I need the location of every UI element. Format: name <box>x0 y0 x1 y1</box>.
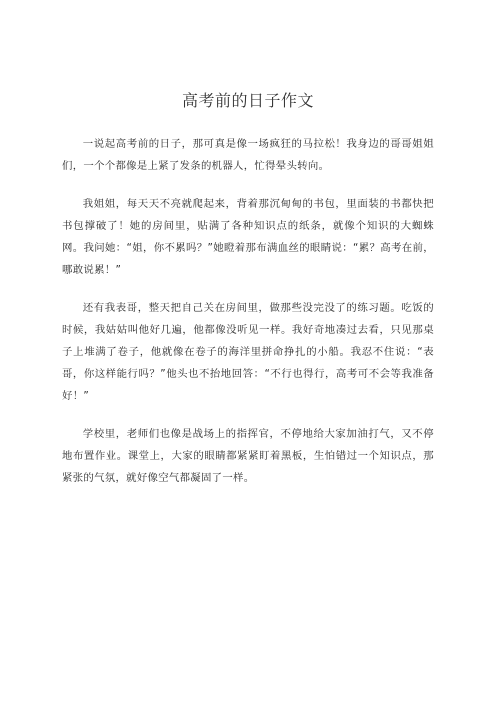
paragraph-3: 还有我表哥，整天把自己关在房间里，做那些没完没了的练习题。吃饭的时候，我姑姑叫他好几遍，他都像没听见一样。我好奇地凑过去看，只见那桌子上堆满了卷子，他就像在卷子的海洋里拼命挣扎的小船。我忍不住说：“表哥，你这样能行吗？”他头也不抬地回答：“不行也得行，高考可不会等我准备好！” <box>62 302 434 402</box>
paragraph-1: 一说起高考前的日子，那可真是像一场疯狂的马拉松！我身边的哥哥姐姐们，一个个都像是上紧了发条的机器人，忙得晕头转向。 <box>62 138 434 172</box>
document-body <box>62 133 434 505</box>
document-title: 高考前的日子作文 <box>181 91 314 110</box>
paragraph-4: 学校里，老师们也像是战场上的指挥官，不停地给大家加油打气，又不停地布置作业。课堂上，大家的眼睛都紧紧盯着黑板，生怕错过一个知识点，那紧张的气氛，就好像空气都凝固了一样。 <box>62 428 434 484</box>
paragraph-2: 我姐姐，每天天不亮就爬起来，背着那沉甸甸的书包，里面装的书都快把书包撑破了！她的房间里，贴满了各种知识点的纸条，就像个知识的大蜘蛛网。我问她：“姐，你不累吗？”她瞪着那布满血丝的眼睛说：“累？高考在前，哪敢说累！” <box>62 198 434 276</box>
